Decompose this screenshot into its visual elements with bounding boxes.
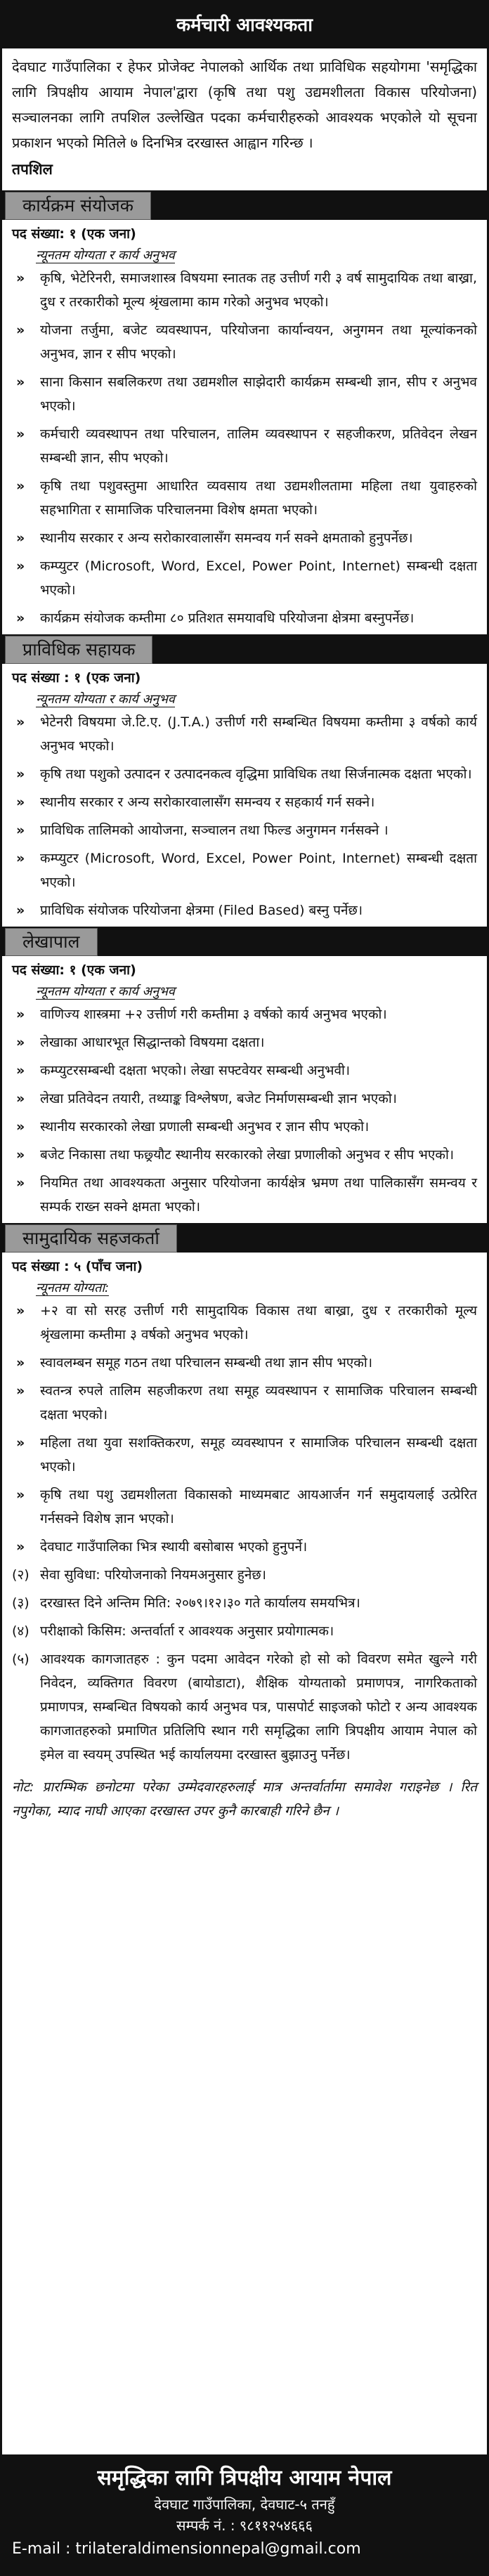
bullet-icon: » xyxy=(16,1355,25,1371)
bullet-icon: » xyxy=(16,322,25,338)
section-program-coordinator xyxy=(2,190,487,630)
details-label: तपशिल xyxy=(12,161,53,178)
list-item: » लेखा प्रतिवेदन तयारी, तथ्याङ्क विश्लेषण, बजेट निर्माणसम्बन्धी ज्ञान भएको। xyxy=(12,1087,477,1111)
list-item: » कार्यक्रम संयोजक कम्तीमा ८० प्रतिशत समयावधि परियोजना क्षेत्रमा बस्नुपर्नेछ। xyxy=(12,606,477,630)
requirements-heading: न्यूनतम योग्यता: xyxy=(36,1281,110,1295)
list-item: » कृषि तथा पशुको उत्पादन र उत्पादनकत्व वृद्धिमा प्राविधिक तथा सिर्जनात्मक दक्षता भएको। xyxy=(12,762,477,786)
organization-name: समृद्धिका लागि त्रिपक्षीय आयाम नेपाल xyxy=(97,2466,392,2490)
requirements-list xyxy=(2,1002,487,1219)
requirements-heading: न्यूनतम योग्यता र कार्य अनुभव xyxy=(36,984,175,999)
list-item: » स्थानीय सरकार र अन्य सरोकारवालासँग समन्वय गर्न सक्ने क्षमताको हुनुपर्नेछ। xyxy=(12,526,477,550)
section-title: कार्यक्रम संयोजक xyxy=(5,192,151,220)
bullet-icon: » xyxy=(16,426,25,442)
contact-email: E-mail : trilateraldimensionnepal@gmail.com xyxy=(12,2540,361,2558)
list-item: » स्थानीय सरकारको लेखा प्रणाली सम्बन्धी अनुभव र ज्ञान सीप भएको। xyxy=(12,1115,477,1139)
bullet-icon: » xyxy=(16,1539,25,1555)
section-title: लेखापाल xyxy=(5,928,98,956)
list-item: » कृषि, भेटेरिनरी, समाजशास्त्र विषयमा स्नातक तह उत्तीर्ण गरी ३ वर्ष सामुदायिक तथा बाख्रा, दुध र तरकारीको मूल्य श्रृंखलामा काम गरेको अनुभव भएको। xyxy=(12,266,477,314)
list-item: » वाणिज्य शास्त्रमा +२ उत्तीर्ण गरी कम्तीमा ३ वर्षको कार्य अनुभव भएको। xyxy=(12,1002,477,1026)
note-item: (५) आवश्यक कागजातहरु : कुन पदमा आवेदन गरेको हो सो को विवरण समेत खुल्ने गरी निवेदन, व्यक्तिगत विवरण (बायोडाटा), शैक्षिक योग्यताको प्रमाणपत्र, नागरिकताको प्रमाणपत्र, सम्बन्धित विषयको कार्य अनुभव पत्र, पासपोर्ट साइजको फोटो र अन्य आवश्यक कागजातहरुको प्रमाणित प्रतिलिपि स्थान गरी समृद्धिका लागि त्रिपक्षीय आयाम नेपाल को इमेल वा स्वयम् उपस्थित भई कार्यालयमा दरखास्त बुझाउनु पर्नेछ। xyxy=(12,1652,477,1763)
bullet-icon: » xyxy=(16,558,25,574)
post-count: पद संख्या : १ (एक जना) xyxy=(12,670,141,686)
organization-address: देवघाट गाउँपालिका, देवघाट-५ तनहुँ xyxy=(154,2496,335,2513)
section-title: सामुदायिक सहजकर्ता xyxy=(5,1224,177,1253)
bullet-icon: » xyxy=(16,1487,25,1503)
requirements-list xyxy=(2,266,487,630)
list-item: » योजना तर्जुमा, बजेट व्यवस्थापन, परियोजना कार्यान्वयन, अनुगमन तथा मूल्यांकनको अनुभव, ज्ञान र सीप भएको। xyxy=(12,318,477,366)
note-item: (३) दरखास्त दिने अन्तिम मिति: २०७९।१२।३० गते कार्यालय समयभित्र। xyxy=(12,1595,360,1611)
bullet-icon: » xyxy=(16,1147,25,1163)
requirements-list xyxy=(2,1299,487,1559)
requirements-list xyxy=(2,710,487,922)
bullet-icon: » xyxy=(16,766,25,782)
intro-paragraph: देवघाट गाउँपालिका र हेफर प्रोजेक्ट नेपालको आर्थिक तथा प्राविधिक सहयोगमा 'समृद्धिका लागि त्रिपक्षीय आयाम नेपाल'द्वारा (कृषि तथा पशु उद्यमशीलता विकास परियोजना) सञ्चालनका लागि तपशिल उल्लेखित पदका कर्मचारीहरुको आवश्यक भएकोले यो सूचना प्रकाशन भएको मितिले ७ दिनभित्र दरखास्त आह्वान गरिन्छ । xyxy=(12,58,477,151)
bullet-icon: » xyxy=(16,1175,25,1191)
section-banner xyxy=(2,927,487,956)
post-count: पद संख्या : ५ (पाँच जना) xyxy=(12,1259,143,1274)
note-item: (४) परीक्षाको किसिम: अन्तर्वार्ता र आवश्यक अनुसार प्रयोगात्मक। xyxy=(12,1623,334,1639)
note-item: (२) सेवा सुविधा: परियोजनाको नियमअनुसार हुनेछ। xyxy=(12,1567,266,1583)
bullet-icon: » xyxy=(16,1063,25,1078)
list-item: » कर्मचारी व्यवस्थापन तथा परिचालन, तालिम व्यवस्थापन र सहजीकरण, प्रतिवेदन लेखन सम्बन्धी ज्ञान, सीप भएको। xyxy=(12,422,477,470)
list-item: » कृषि तथा पशु उद्यमशीलता विकासको माध्यमबाट आयआर्जन गर्न समुदायलाई उत्प्रेरित गर्नसक्ने विशेष ज्ञान भएको। xyxy=(12,1483,477,1531)
section-accountant xyxy=(2,927,487,1219)
list-item: » स्वावलम्बन समूह गठन तथा परिचालन सम्बन्धी तथा ज्ञान सीप भएको। xyxy=(12,1351,477,1375)
post-count: पद संख्या: १ (एक जना) xyxy=(12,962,136,978)
list-item: » लेखाका आधारभूत सिद्धान्तको विषयमा दक्षता। xyxy=(12,1031,477,1054)
list-item: » महिला तथा युवा सशक्तिकरण, समूह व्यवस्थापन र सामाजिक परिचालन सम्बन्धी दक्षता भएको। xyxy=(12,1431,477,1479)
footer xyxy=(2,2454,487,2574)
notice-title: कर्मचारी आवश्यकता xyxy=(2,2,487,48)
bullet-icon: » xyxy=(16,1007,25,1022)
list-item: » कम्प्युटर (Microsoft, Word, Excel, Power Point, Internet) सम्बन्धी दक्षता भएको। xyxy=(12,554,477,602)
bullet-icon: » xyxy=(16,478,25,494)
list-item: » कृषि तथा पशुवस्तुमा आधारित व्यवसाय तथा उद्यमशीलतामा महिला तथा युवाहरुको सहभागिता र सामाजिक परिचालनमा विशेष क्षमता भएको। xyxy=(12,474,477,522)
list-item: » प्राविधिक तालिमको आयोजना, सञ्चालन तथा फिल्ड अनुगमन गर्नसक्ने । xyxy=(12,818,477,842)
bullet-icon: » xyxy=(16,530,25,546)
list-item: » साना किसान सबलिकरण तथा उद्यमशील साझेदारी कार्यक्रम सम्बन्धी ज्ञान, सीप र अनुभव भएको। xyxy=(12,370,477,418)
contact-phone: सम्पर्क नं. : ९८११२५४६६६ xyxy=(176,2517,313,2534)
bullet-icon: » xyxy=(16,374,25,390)
bullet-icon: » xyxy=(16,610,25,626)
list-item: » बजेट निकासा तथा फछ्र्यौट स्थानीय सरकारको लेखा प्रणालीको अनुभव र सीप भएको। xyxy=(12,1143,477,1167)
section-technical-assistant xyxy=(2,634,487,922)
bullet-icon: » xyxy=(16,270,25,286)
bullet-icon: » xyxy=(16,1435,25,1451)
list-item: » कम्प्युटरसम्बन्धी दक्षता भएको। लेखा सफ्टवेयर सम्बन्धी अनुभवी। xyxy=(12,1059,477,1083)
list-item: » नियमित तथा आवश्यकता अनुसार परियोजना कार्यक्षेत्र भ्रमण तथा पालिकासँग समन्वय र सम्पर्क राख्न सक्ने क्षमता भएको। xyxy=(12,1171,477,1219)
section-community-facilitator xyxy=(2,1223,487,1559)
bullet-icon: » xyxy=(16,851,25,866)
bullet-icon: » xyxy=(16,903,25,918)
bullet-icon: » xyxy=(16,795,25,810)
section-banner xyxy=(2,1223,487,1253)
list-item: » कम्प्युटर (Microsoft, Word, Excel, Power Point, Internet) सम्बन्धी दक्षता भएको। xyxy=(12,846,477,894)
list-item: » देवघाट गाउँपालिका भित्र स्थायी बसोबास भएको हुनुपर्ने। xyxy=(12,1535,477,1559)
bullet-icon: » xyxy=(16,1303,25,1319)
bullet-icon: » xyxy=(16,1119,25,1135)
bullet-icon: » xyxy=(16,1383,25,1399)
notes-list xyxy=(2,1563,487,1767)
bullet-icon: » xyxy=(16,714,25,730)
list-item: » प्राविधिक संयोजक परियोजना क्षेत्रमा (Filed Based) बस्नु पर्नेछ। xyxy=(12,898,477,922)
bullet-icon: » xyxy=(16,1035,25,1050)
bullet-icon: » xyxy=(16,823,25,838)
list-item: » +२ वा सो सरह उत्तीर्ण गरी सामुदायिक विकास तथा बाख्रा, दुध र तरकारीको मूल्य श्रृंखलामा कम्तीमा ३ वर्षको अनुभव भएको। xyxy=(12,1299,477,1347)
list-item: » भेटेनरी विषयमा जे.टि.ए. (J.T.A.) उत्तीर्ण गरी सम्बन्धित विषयमा कम्तीमा ३ वर्षको कार्य अनुभव भएको। xyxy=(12,710,477,758)
section-banner xyxy=(2,190,487,220)
bullet-icon: » xyxy=(16,1091,25,1106)
section-title: प्राविधिक सहायक xyxy=(5,636,152,664)
list-item: » स्वतन्त्र रुपले तालिम सहजीकरण तथा समूह व्यवस्थापन र सामाजिक परिचालन सम्बन्धी दक्षता भएको। xyxy=(12,1379,477,1427)
note-paragraph: नोट: प्रारम्भिक छनोटमा परेका उम्मेदवारहरुलाई मात्र अन्तर्वार्तामा समावेश गराइनेछ । रित नपुगेका, म्याद नाघी आएका दरखास्त उपर कुनै कारबाही गरिने छैन । xyxy=(12,1779,477,1819)
requirements-heading: न्यूनतम योग्यता र कार्य अनुभव xyxy=(36,248,175,263)
list-item: » स्थानीय सरकार र अन्य सरोकारवालासँग समन्वय र सहकार्य गर्न सक्ने। xyxy=(12,790,477,814)
section-banner xyxy=(2,634,487,664)
requirements-heading: न्यूनतम योग्यता र कार्य अनुभव xyxy=(36,692,175,707)
post-count: पद संख्या: १ (एक जना) xyxy=(12,226,136,242)
